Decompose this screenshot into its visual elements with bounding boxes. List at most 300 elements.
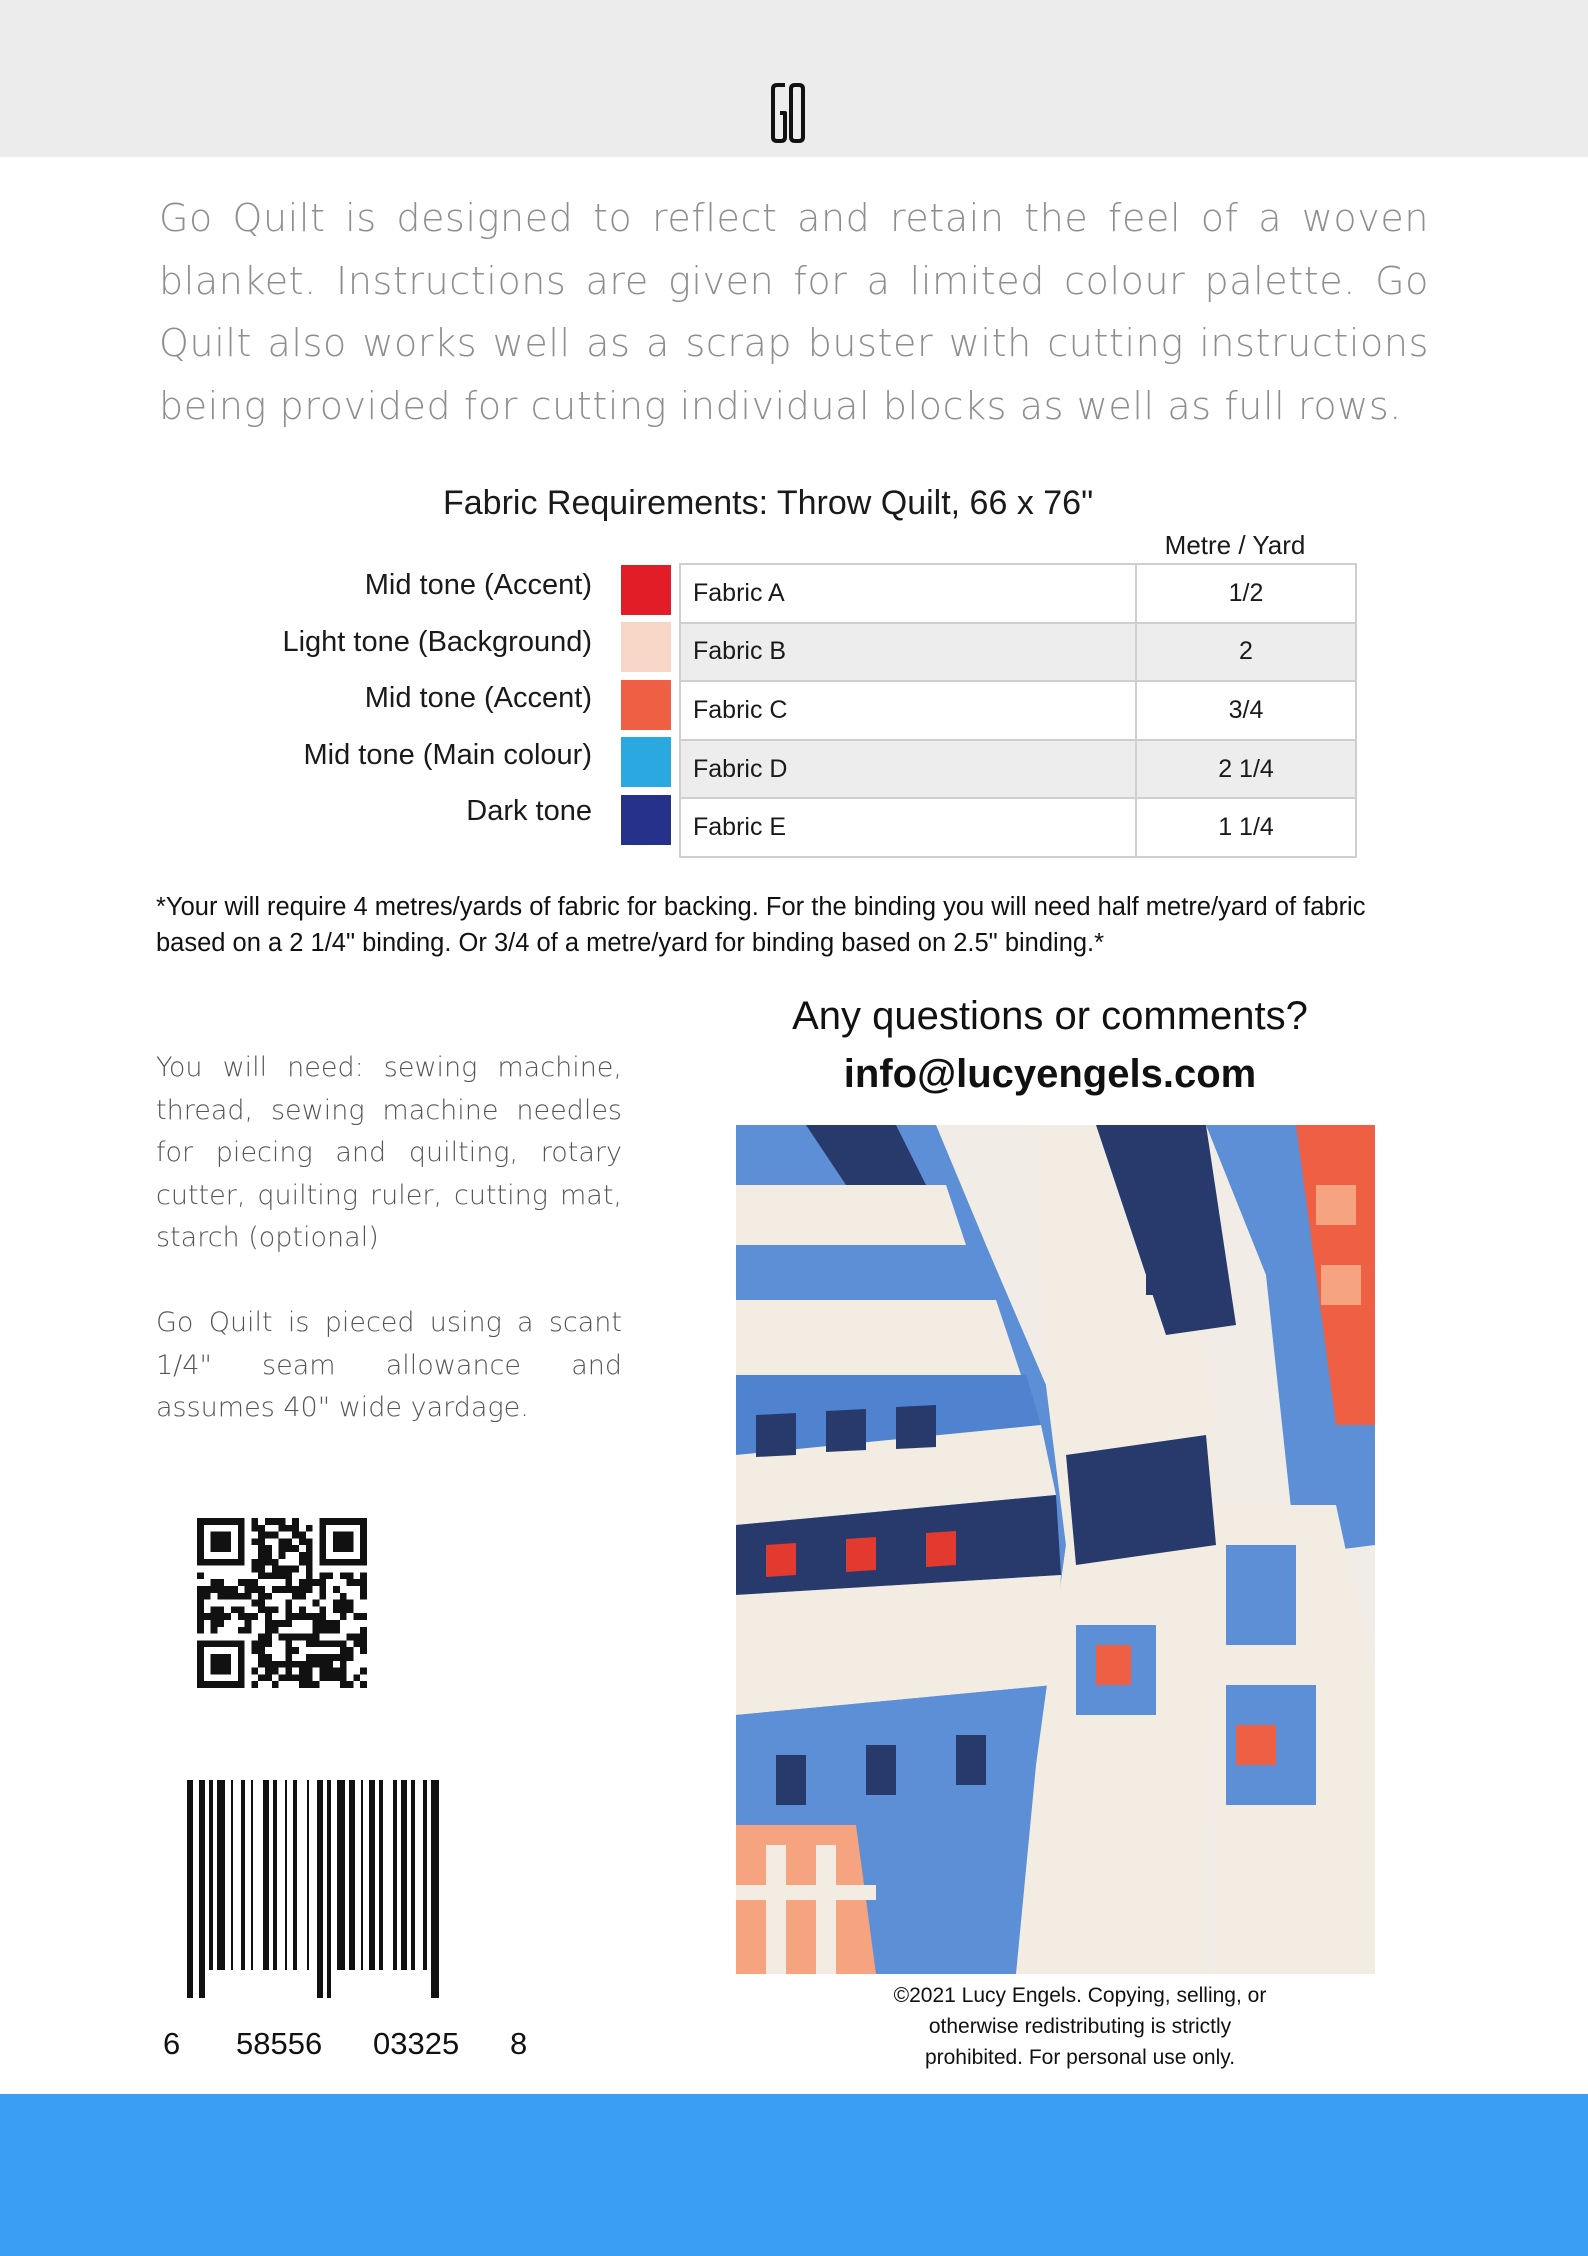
qr-module <box>197 1572 204 1579</box>
qr-module <box>245 1627 252 1634</box>
fabric-name-cell: Fabric A <box>680 564 1136 623</box>
qr-module <box>306 1566 313 1573</box>
qr-module <box>245 1620 252 1627</box>
qr-module <box>292 1518 299 1525</box>
qr-module <box>258 1634 265 1641</box>
qr-module <box>245 1593 252 1600</box>
qr-module <box>313 1613 320 1620</box>
qr-module <box>292 1593 299 1600</box>
qr-module <box>279 1545 286 1552</box>
qr-module <box>279 1518 286 1525</box>
qr-module <box>306 1681 313 1688</box>
qr-module <box>306 1559 313 1566</box>
qr-module <box>347 1606 354 1613</box>
qr-module <box>211 1613 218 1620</box>
qr-module <box>204 1613 211 1620</box>
fabric-amount-cell: 2 <box>1136 623 1356 682</box>
qr-module <box>340 1593 347 1600</box>
qr-module <box>360 1586 367 1593</box>
qr-module <box>306 1640 313 1647</box>
qr-module <box>299 1661 306 1668</box>
qr-module <box>347 1634 354 1641</box>
qr-module <box>319 1620 326 1627</box>
qr-module <box>238 1613 245 1620</box>
barcode-bar <box>379 1780 383 1970</box>
qr-module <box>340 1668 347 1675</box>
fabric-d-swatch <box>621 737 671 787</box>
copyright-line: ©2021 Lucy Engels. Copying, selling, or <box>893 1984 1267 2007</box>
qr-module <box>333 1620 340 1627</box>
qr-module <box>251 1681 258 1688</box>
qr-module <box>326 1572 333 1579</box>
qr-module <box>299 1538 306 1545</box>
qr-module <box>265 1572 272 1579</box>
qr-module <box>353 1613 360 1620</box>
qr-module <box>299 1593 306 1600</box>
barcode-bar <box>209 1780 213 1970</box>
qr-module <box>231 1586 238 1593</box>
qr-module <box>231 1593 238 1600</box>
qr-module <box>340 1572 347 1579</box>
qr-module <box>333 1606 340 1613</box>
qr-module <box>217 1620 224 1627</box>
qr-module <box>217 1606 224 1613</box>
fabric-name-cell: Fabric C <box>680 681 1136 740</box>
qr-module <box>258 1654 265 1661</box>
barcode-bar <box>285 1780 287 1970</box>
qr-module <box>272 1620 279 1627</box>
qr-module <box>224 1593 231 1600</box>
qr-module <box>285 1674 292 1681</box>
qr-module <box>285 1600 292 1607</box>
qr-module <box>197 1620 204 1627</box>
qr-module <box>313 1634 320 1641</box>
qr-module <box>231 1606 238 1613</box>
requirements-title: Fabric Requirements: Throw Quilt, 66 x 76" <box>443 484 1094 522</box>
quilt-photo <box>736 1125 1375 1974</box>
qr-module <box>333 1674 340 1681</box>
qr-module <box>258 1593 265 1600</box>
qr-module <box>285 1647 292 1654</box>
qr-module <box>340 1640 347 1647</box>
qr-module <box>319 1661 326 1668</box>
qr-module <box>265 1613 272 1620</box>
qr-module <box>224 1586 231 1593</box>
qr-module <box>306 1538 313 1545</box>
qr-module <box>333 1600 340 1607</box>
qr-module <box>285 1525 292 1532</box>
qr-module <box>299 1579 306 1586</box>
qr-module <box>353 1674 360 1681</box>
qr-module <box>285 1586 292 1593</box>
qr-module <box>258 1538 265 1545</box>
qr-module <box>292 1674 299 1681</box>
qr-module <box>360 1613 367 1620</box>
tone-label: Dark tone <box>466 795 592 827</box>
qr-module <box>326 1620 333 1627</box>
qr-module <box>306 1634 313 1641</box>
qr-module <box>265 1552 272 1559</box>
qr-module <box>272 1518 279 1525</box>
qr-module <box>340 1661 347 1668</box>
metre-yard-column-header: Metre / Yard <box>1164 530 1306 560</box>
qr-module <box>245 1586 252 1593</box>
qr-module <box>360 1634 367 1641</box>
qr-module <box>285 1545 292 1552</box>
qr-module <box>285 1634 292 1641</box>
qr-module <box>360 1627 367 1634</box>
barcode-bar <box>231 1780 233 1970</box>
qr-module <box>326 1668 333 1675</box>
qr-module <box>279 1586 286 1593</box>
qr-module <box>265 1606 272 1613</box>
qr-module <box>258 1532 265 1539</box>
tone-label: Mid tone (Accent) <box>364 682 592 714</box>
qr-module <box>279 1538 286 1545</box>
qr-module <box>333 1640 340 1647</box>
qr-module <box>347 1600 354 1607</box>
qr-module <box>285 1579 292 1586</box>
barcode-bar <box>273 1780 277 1970</box>
qr-module <box>272 1668 279 1675</box>
barcode-bar <box>199 1780 205 1998</box>
qr-module <box>340 1600 347 1607</box>
qr-module <box>306 1668 313 1675</box>
qr-module <box>251 1566 258 1573</box>
qr-module <box>299 1634 306 1641</box>
seam-allowance-paragraph: Go Quilt is pieced using a scant 1/4" seam allowance and assumes 40" wide yardage. <box>156 1307 622 1423</box>
barcode-bar <box>251 1780 253 1970</box>
barcode-bar <box>349 1780 355 1970</box>
qr-module <box>360 1681 367 1688</box>
qr-module <box>265 1532 272 1539</box>
qr-module <box>326 1674 333 1681</box>
qr-module <box>251 1647 258 1654</box>
table-row <box>680 623 1356 682</box>
qr-module <box>333 1586 340 1593</box>
qr-module <box>299 1559 306 1566</box>
qr-module <box>360 1593 367 1600</box>
qr-module <box>217 1579 224 1586</box>
copyright-notice <box>830 1980 1330 2073</box>
fabric-amount-cell: 1 1/4 <box>1136 798 1356 857</box>
qr-module <box>265 1518 272 1525</box>
supplies-paragraph: You will need: sewing machine, thread, sewing machine needles for piecing and quilting, rotary cutter, quilting ruler, cutting mat, starch (optional) <box>156 1052 622 1253</box>
qr-module <box>306 1661 313 1668</box>
qr-module <box>211 1620 218 1627</box>
qr-module <box>306 1545 313 1552</box>
barcode-bar <box>369 1780 375 1970</box>
qr-module <box>285 1606 292 1613</box>
qr-module <box>272 1606 279 1613</box>
fabric-amount-cell: 3/4 <box>1136 681 1356 740</box>
qr-module <box>326 1654 333 1661</box>
qr-module <box>285 1538 292 1545</box>
qr-module <box>258 1525 265 1532</box>
barcode-bar <box>393 1780 397 1970</box>
qr-module <box>238 1606 245 1613</box>
barcode-bar <box>411 1780 415 1970</box>
qr-module <box>292 1525 299 1532</box>
qr-module <box>272 1532 279 1539</box>
qr-module <box>258 1661 265 1668</box>
qr-module <box>279 1566 286 1573</box>
qr-module <box>272 1572 279 1579</box>
fabric-amount-cell: 2 1/4 <box>1136 740 1356 799</box>
qr-module <box>319 1668 326 1675</box>
tone-label: Mid tone (Accent) <box>364 569 592 601</box>
fabric-c-swatch <box>621 680 671 730</box>
qr-module <box>251 1668 258 1675</box>
qr-module <box>211 1627 218 1634</box>
copyright-line: prohibited. For personal use only. <box>924 2046 1236 2069</box>
qr-module <box>306 1572 313 1579</box>
tone-label: Light tone (Background) <box>282 626 592 658</box>
qr-module <box>251 1518 258 1525</box>
qr-module <box>292 1634 299 1641</box>
qr-module <box>313 1640 320 1647</box>
qr-module <box>353 1640 360 1647</box>
qr-module <box>279 1634 286 1641</box>
barcode-bar <box>361 1780 363 1970</box>
qr-module <box>333 1627 340 1634</box>
qr-module <box>238 1593 245 1600</box>
copyright-line: otherwise redistributing is strictly <box>928 2015 1232 2038</box>
qr-module <box>272 1627 279 1634</box>
qr-module <box>258 1572 265 1579</box>
qr-module <box>245 1579 252 1586</box>
barcode-bar <box>401 1780 407 1970</box>
table-row <box>680 681 1356 740</box>
qr-module <box>326 1627 333 1634</box>
qr-module <box>306 1654 313 1661</box>
qr-module <box>292 1613 299 1620</box>
qr-module <box>211 1586 218 1593</box>
qr-module <box>285 1640 292 1647</box>
barcode-bar <box>241 1780 245 1970</box>
qr-module <box>285 1572 292 1579</box>
fabric-amount-cell: 1/2 <box>1136 564 1356 623</box>
fabric-e-swatch <box>621 795 671 845</box>
fabric-name-cell: Fabric D <box>680 740 1136 799</box>
barcode-bar <box>217 1780 225 1970</box>
backing-binding-note: *Your will require 4 metres/yards of fabric for backing. For the binding you will need half metre/yard of fabric based on a 2 1/4" binding. Or 3/4 of a metre/yard for binding based on 2.5" binding.* <box>156 893 1366 957</box>
qr-module <box>319 1627 326 1634</box>
qr-module <box>251 1538 258 1545</box>
barcode-bar <box>337 1780 345 1970</box>
qr-module <box>360 1647 367 1654</box>
qr-module <box>245 1613 252 1620</box>
fabric-name-cell: Fabric B <box>680 623 1136 682</box>
barcode-digit: 03325 <box>373 2026 460 2061</box>
qr-module <box>313 1627 320 1634</box>
questions-heading: Any questions or comments? <box>792 994 1308 1038</box>
qr-module <box>265 1627 272 1634</box>
qr-module <box>360 1579 367 1586</box>
qr-module <box>272 1586 279 1593</box>
qr-module <box>258 1545 265 1552</box>
tone-label: Mid tone (Main colour) <box>303 739 592 771</box>
qr-module <box>313 1681 320 1688</box>
qr-module <box>265 1620 272 1627</box>
qr-module <box>238 1627 245 1634</box>
qr-module <box>306 1579 313 1586</box>
barcode-bar <box>293 1780 297 1970</box>
barcode-bar <box>307 1780 309 1970</box>
qr-module <box>251 1579 258 1586</box>
qr-module <box>197 1586 204 1593</box>
qr-module <box>258 1606 265 1613</box>
barcode-bar <box>187 1780 193 1998</box>
qr-module <box>326 1661 333 1668</box>
fabric-a-swatch <box>621 565 671 615</box>
qr-module <box>306 1586 313 1593</box>
table-row <box>680 740 1356 799</box>
barcode-digit: 58556 <box>236 2026 323 2061</box>
go-logo <box>770 80 806 146</box>
barcode-digit: 6 <box>163 2026 181 2061</box>
qr-module <box>313 1661 320 1668</box>
qr-module <box>258 1559 265 1566</box>
qr-module <box>251 1613 258 1620</box>
qr-module <box>258 1647 265 1654</box>
qr-module <box>279 1525 286 1532</box>
qr-module <box>299 1613 306 1620</box>
qr-module <box>238 1579 245 1586</box>
qr-module <box>285 1620 292 1627</box>
qr-module <box>313 1654 320 1661</box>
qr-module <box>319 1613 326 1620</box>
barcode-bar <box>423 1780 427 1970</box>
qr-module <box>353 1634 360 1641</box>
qr-module <box>265 1661 272 1668</box>
qr-module <box>272 1661 279 1668</box>
qr-module <box>211 1579 218 1586</box>
qr-module <box>272 1681 279 1688</box>
qr-module <box>285 1566 292 1573</box>
qr-module <box>306 1552 313 1559</box>
qr-module <box>251 1525 258 1532</box>
qr-module <box>319 1640 326 1647</box>
qr-module <box>279 1620 286 1627</box>
qr-module <box>319 1593 326 1600</box>
qr-module <box>285 1654 292 1661</box>
intro-paragraph: Go Quilt is designed to reflect and retain the feel of a woven blanket. Instructions are given for a limited colour palette. Go Quilt also works well as a scrap buster with cutting instructions being provided for cutting individual blocks as well as full rows. <box>159 196 1429 428</box>
qr-module <box>204 1593 211 1600</box>
qr-module <box>285 1661 292 1668</box>
qr-module <box>306 1613 313 1620</box>
qr-module <box>292 1566 299 1573</box>
qr-module <box>265 1640 272 1647</box>
qr-module <box>299 1668 306 1675</box>
qr-code[interactable] <box>197 1518 367 1688</box>
fabric-name-cell: Fabric E <box>680 798 1136 857</box>
qr-module <box>333 1654 340 1661</box>
qr-module <box>319 1654 326 1661</box>
qr-module <box>258 1600 265 1607</box>
qr-module <box>258 1674 265 1681</box>
barcode-digit: 8 <box>510 2026 528 2061</box>
qr-module <box>217 1586 224 1593</box>
qr-module <box>258 1586 265 1593</box>
qr-module <box>292 1586 299 1593</box>
qr-module <box>319 1606 326 1613</box>
qr-module <box>299 1681 306 1688</box>
table-row <box>680 564 1356 623</box>
qr-module <box>265 1674 272 1681</box>
qr-module <box>299 1552 306 1559</box>
qr-module <box>299 1532 306 1539</box>
qr-module <box>272 1566 279 1573</box>
qr-module <box>306 1674 313 1681</box>
qr-module <box>251 1640 258 1647</box>
qr-module <box>211 1606 218 1613</box>
qr-module <box>340 1654 347 1661</box>
qr-module <box>197 1613 204 1620</box>
qr-module <box>265 1634 272 1641</box>
qr-module <box>340 1606 347 1613</box>
qr-module <box>313 1620 320 1627</box>
qr-module <box>340 1647 347 1654</box>
qr-module <box>265 1668 272 1675</box>
qr-module <box>258 1640 265 1647</box>
contact-email-link[interactable]: info@lucyengels.com <box>843 1052 1257 1096</box>
qr-module <box>299 1674 306 1681</box>
qr-module <box>353 1579 360 1586</box>
qr-module <box>292 1532 299 1539</box>
qr-module <box>319 1586 326 1593</box>
qr-module <box>285 1613 292 1620</box>
qr-module <box>279 1572 286 1579</box>
barcode-bar <box>431 1780 439 1998</box>
qr-module <box>197 1593 204 1600</box>
table-row <box>680 798 1356 857</box>
qr-module <box>197 1600 204 1607</box>
qr-module <box>251 1600 258 1607</box>
qr-module <box>347 1572 354 1579</box>
footer-band <box>0 2094 1588 2256</box>
qr-module <box>197 1627 204 1634</box>
qr-module <box>313 1579 320 1586</box>
qr-module <box>258 1552 265 1559</box>
qr-module <box>347 1654 354 1661</box>
qr-module <box>204 1586 211 1593</box>
qr-module <box>306 1525 313 1532</box>
qr-module <box>279 1674 286 1681</box>
qr-module <box>279 1661 286 1668</box>
barcode-bar <box>317 1780 323 1998</box>
barcode-bar <box>263 1780 269 1970</box>
barcode-bar <box>327 1780 331 1998</box>
qr-module <box>340 1613 347 1620</box>
qr-module <box>265 1559 272 1566</box>
qr-module <box>258 1566 265 1573</box>
qr-module <box>313 1600 320 1607</box>
qr-module <box>347 1681 354 1688</box>
qr-module <box>197 1606 204 1613</box>
qr-module <box>272 1559 279 1566</box>
fabric-requirements-table <box>679 563 1357 858</box>
qr-module <box>292 1545 299 1552</box>
qr-module <box>360 1668 367 1675</box>
qr-module <box>279 1552 286 1559</box>
qr-module <box>292 1647 299 1654</box>
qr-module <box>217 1593 224 1600</box>
qr-module <box>265 1593 272 1600</box>
qr-module <box>265 1654 272 1661</box>
qr-module <box>251 1586 258 1593</box>
qr-module <box>340 1681 347 1688</box>
